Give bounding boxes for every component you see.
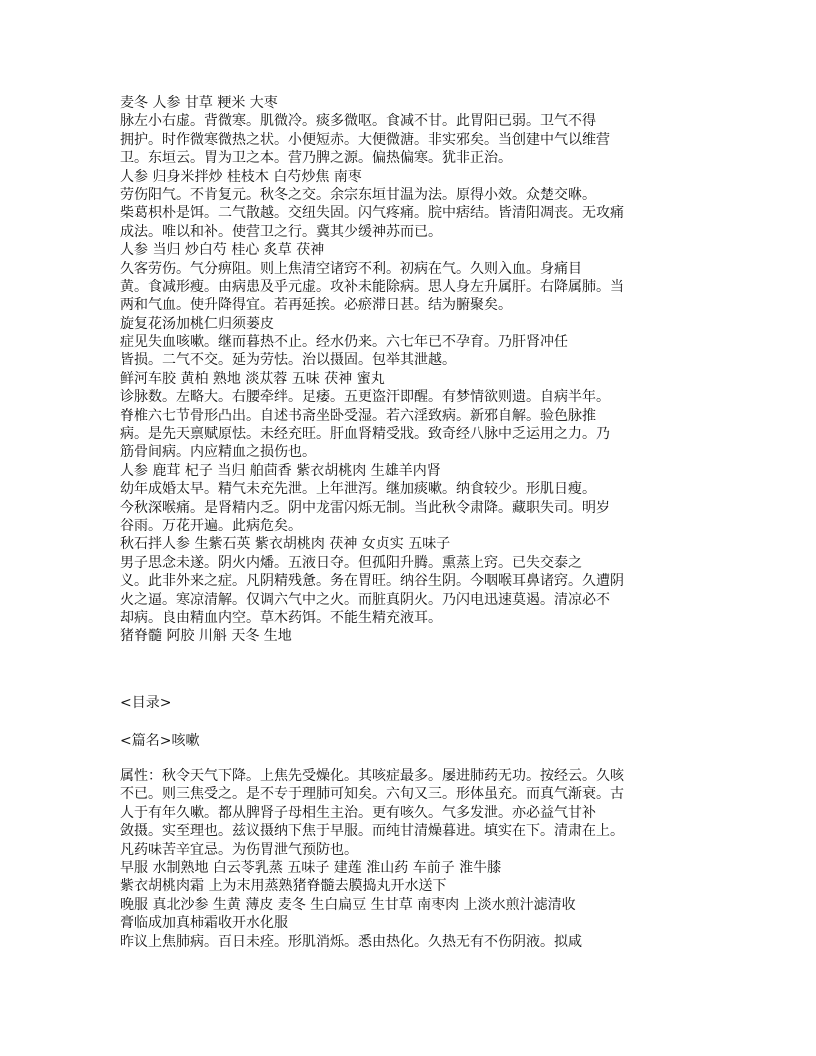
text-line: 火之逼。寒凉清解。仅调六气中之火。而脏真阴火。乃闪电迅速莫遏。清凉必不 [120,591,610,608]
text-line: 义。此非外来之症。凡阴精残惫。务在胃旺。纳谷生阴。今咽喉耳鼻诸窍。久遭阴 [120,573,624,590]
text-line: 久客劳伤。气分痹阻。则上焦清空诸窍不利。初病在气。久则入血。身痛目 [120,260,582,277]
table-of-contents-label: <目录> [120,695,172,711]
text-line: 鲜河车胶 黄柏 熟地 淡苁蓉 五味 茯神 蜜丸 [120,370,385,387]
text-line: 旋复花汤加桃仁归须蒌皮 [120,315,274,332]
text-line: 秋石拌人参 生紫石英 紫衣胡桃肉 茯神 女贞实 五味子 [120,536,451,553]
text-line: 凡药味苦辛宜忌。为伤胃泄气预防也。 [120,841,358,858]
text-line: 麦冬 人参 甘草 粳米 大枣 [120,95,278,111]
text-line: 卫。东垣云。胃为卫之本。营乃脾之源。偏热偏寒。犹非正治。 [120,150,512,167]
text-line: 成法。唯以和补。使营卫之行。冀其少缓神苏而已。 [120,223,442,240]
text-line: 人于有年久嗽。都从脾肾子母相生主治。更有咳久。气多发泄。亦必益气甘补 [120,804,596,821]
text-line: 猪脊髓 阿胶 川斛 天冬 生地 [120,628,292,645]
chapter-title: <篇名>咳嗽 [120,733,200,749]
text-line: 脉左小右虚。背微寒。肌微冷。痰多微呕。食减不甘。此胃阳已弱。卫气不得 [120,113,596,130]
text-line: 今秋深喉痛。是肾精内乏。阴中龙雷闪烁无制。当此秋令肃降。藏职失司。明岁 [120,499,610,516]
text-line: 病。是先天禀赋原怯。未经充旺。肝血肾精受戕。致奇经八脉中乏运用之力。乃 [120,426,610,443]
text-line: 皆损。二气不交。延为劳怯。治以摄固。包举其泄越。 [120,352,456,369]
text-line: 黄。食减形瘦。由病患及乎元虚。攻补未能除病。思人身左升属肝。右降属肺。当 [120,278,624,295]
text-line: 早服 水制熟地 白云苓乳蒸 五味子 建莲 淮山药 车前子 淮牛膝 [120,859,502,876]
text-line: 不已。则三焦受之。是不专于理肺可知矣。六旬又三。形体虽充。而真气渐衰。古 [120,786,624,803]
text-line: 诊脉数。左略大。右腰牵绊。足痿。五更盗汗即醒。有梦情欲则遗。自病半年。 [120,389,610,406]
text-line: 属性：秋令天气下降。上焦先受燥化。其咳症最多。屡进肺药无功。按经云。久咳 [120,768,624,784]
text-line: 谷雨。万花开遍。此病危矣。 [120,517,302,534]
text-line: 膏临成加真柿霜收开水化服 [120,915,288,932]
text-line: 却病。良由精血内空。草木药饵。不能生精充液耳。 [120,609,442,626]
text-line: 男子思念未遂。阴火内燔。五液日夺。但孤阳升腾。熏蒸上窍。已失交泰之 [120,554,582,571]
text-line: 脊椎六七节骨形凸出。自述书斋坐卧受湿。若六淫致病。新邪自解。验色脉推 [120,407,596,424]
text-line: 敛摄。实至理也。兹议摄纳下焦于早服。而纯甘清燥暮进。填实在下。清肃在上。 [120,823,624,840]
text-line: 劳伤阳气。不肯复元。秋冬之交。余宗东垣甘温为法。原得小效。众楚交咻。 [120,186,596,203]
document-section-1 [120,94,640,646]
text-line: 人参 鹿茸 杞子 当归 舶茴香 紫衣胡桃肉 生雄羊内肾 [120,462,441,479]
text-line: 拥护。时作微寒微热之状。小便短赤。大便微溏。非实邪矣。当创建中气以维营 [120,131,610,148]
text-line: 昨议上焦肺病。百日未痊。形肌消烁。悉由热化。久热无有不伤阴液。拟咸 [120,933,582,950]
text-line: 人参 归身米拌炒 桂枝木 白芍炒焦 南枣 [120,168,362,185]
text-line: 症见失血咳嗽。继而暮热不止。经水仍来。六七年已不孕育。乃肝肾冲任 [120,334,568,351]
text-line: 紫衣胡桃肉霜 上为末用蒸熟猪脊髓去膜捣丸开水送下 [120,878,447,895]
text-line: 筋骨间病。内应精血之损伤也。 [120,444,316,461]
text-line: 晚服 真北沙参 生黄 薄皮 麦冬 生白扁豆 生甘草 南枣肉 上淡水煎汁滤清收 [120,896,576,913]
text-line: 柴葛枳朴是饵。二气散越。交纽失固。闪气疼痛。脘中痞结。皆清阳凋丧。无攻痛 [120,205,624,222]
text-line: 两和气血。使升降得宜。若再延挨。必瘀滞日甚。结为腑聚矣。 [120,297,512,314]
text-line: 幼年成婚太早。精气未充先泄。上年泄泻。继加痰嗽。纳食较少。形肌日瘦。 [120,481,596,498]
text-line: 人参 当归 炒白芍 桂心 炙草 茯神 [120,242,325,259]
document-section-2 [120,767,640,951]
